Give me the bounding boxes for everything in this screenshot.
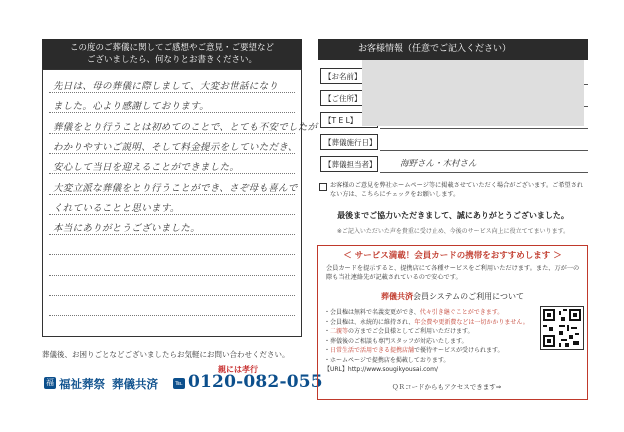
qr-note: ＱＲコードからもアクセスできます⇒ (392, 383, 502, 391)
slogan: 親には孝行 (218, 365, 258, 374)
service-name: 葬儀共済 (112, 377, 158, 391)
comment-line: わかりやすいご説明、そして料金提示をしていただき、 (53, 141, 298, 153)
comment-line: 大変立派な葬儀をとり行うことができ、さぞ母も喜んで (53, 182, 298, 194)
funeral-date-label: 【葬儀施行日】 (320, 134, 378, 150)
comment-line: くれていることと思います。 (53, 202, 180, 214)
ruled-line (49, 194, 295, 195)
form-row-date (318, 132, 588, 152)
benefit-item: ・日常生活で活用できる提携店舗で優待サービスが受けられます。 (324, 347, 504, 354)
phone-number[interactable]: 0120-082-055 (188, 372, 323, 392)
ruled-line (49, 92, 295, 93)
benefit-item: ・会員権は無料で名義変更ができ、代々引き継ぐことができます。 (324, 309, 504, 316)
redaction-block (362, 60, 584, 126)
ruled-line (49, 153, 295, 154)
funeral-date-field[interactable] (380, 134, 588, 151)
ruled-line (49, 254, 295, 255)
ruled-line (49, 112, 295, 113)
company-name: 福祉葬祭 (59, 377, 105, 391)
ruled-line (49, 295, 295, 296)
form-row-staff (318, 154, 588, 174)
membership-title: ＜ サービス満載！会員カードの携帯をおすすめします ＞ (343, 251, 562, 261)
benefit-item: ・葬儀後のご相談も専門スタッフが対応いたします。 (324, 337, 468, 345)
staff-label: 【葬儀担当者】 (320, 156, 378, 172)
membership-subtitle-text: 会員システムのご利用について (412, 292, 525, 301)
membership-benefits (324, 308, 544, 375)
tel-label: 【T E L】 (320, 112, 378, 128)
benefit-item: ・会員権は、永続的に維持され、年会費や更新費などは一切かかりません。 (324, 318, 529, 326)
comment-line: 先日は、母の葬儀に際しまして、大変お世話になり (53, 81, 279, 92)
comment-line: 安心して当日を迎えることができました。 (53, 162, 240, 174)
membership-description: 会員カードを提示すると、提携店にて各種サービスをご利用いただけます。また、万が一の際も当社連絡先が記載されているので安心です。 (326, 265, 580, 281)
ruled-line (49, 234, 295, 235)
thanks-message: 最後までご協力いただきまして、誠にありがとうございました。 (337, 211, 569, 220)
benefit-item: ・ホームページで提携店を掲載しております。 (324, 356, 450, 364)
benefit-item: ・二親等の方までご会員様としてご利用いただけます。 (324, 328, 474, 335)
ruled-line (49, 173, 295, 174)
comments-header (42, 39, 302, 69)
ruled-line (49, 214, 295, 215)
qr-code-icon[interactable] (540, 306, 584, 350)
name-label: 【お名前】 (320, 68, 378, 84)
address-label: 【ご住所】 (320, 90, 378, 106)
consent-text: お客様のご意見を弊社ホームページ等に掲載させていただく場合がございます。ご希望されない方は、こちらにチェックをお願いします。 (330, 182, 584, 198)
staff-field[interactable]: 海野さん・木村さん (380, 156, 588, 173)
company-logo-icon: 福 (46, 378, 54, 387)
customer-info-header: お客様情報（任意でご記入ください） (318, 39, 588, 60)
phone-icon: ℡ (173, 378, 185, 389)
membership-box (317, 245, 588, 400)
membership-subtitle (318, 291, 587, 302)
membership-subtitle-brand: 葬儀共済 (380, 292, 413, 301)
consent-checkbox[interactable] (319, 183, 327, 191)
feedback-note: ※ご記入いただいた声を貴重に受け止め、今後のサービス向上に役立ててまいります。 (336, 228, 570, 235)
ruled-line (49, 315, 295, 316)
comment-line: 本当にありがとうございました。 (53, 223, 201, 235)
ruled-line (49, 275, 295, 276)
comments-box (42, 69, 318, 337)
ruled-line (49, 133, 295, 134)
comments-header-line2: ございましたら、何なりとお書きください。 (86, 55, 257, 65)
comment-line: ました。心より感謝しております。 (53, 101, 210, 113)
brand-row (42, 372, 323, 397)
comments-header-line1: この度のご葬儀に関してご感想やご意見・ご要望など (69, 43, 274, 53)
comment-line: 葬儀をとり行うことは初めてのことで、とても不安でしたが (53, 121, 318, 133)
aftercare-note: 葬儀後、お困りごとなどございましたらお気軽にお問い合わせください。 (42, 350, 290, 359)
website-url[interactable]: 【URL】http://www.sougikyousai.com/ (324, 366, 438, 373)
